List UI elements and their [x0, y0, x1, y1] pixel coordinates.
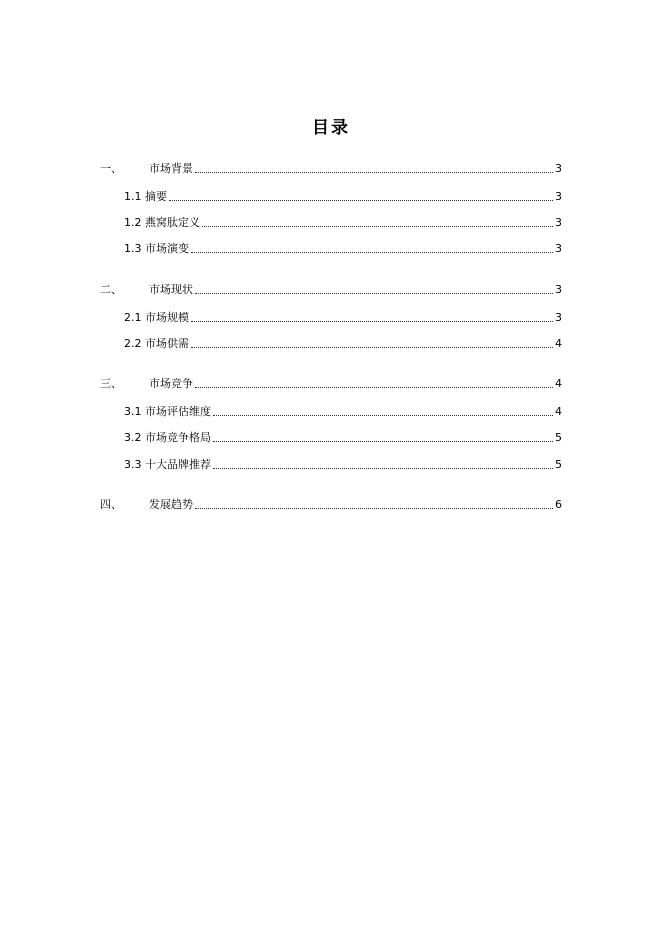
entry-title: 1.2 燕窝肽定义 [124, 216, 200, 229]
dot-leader [213, 414, 553, 416]
page-number: 4 [555, 337, 562, 350]
dot-leader [202, 225, 553, 227]
page-number: 3 [555, 283, 562, 296]
entry-title: 市场背景 [149, 162, 193, 175]
page-number: 5 [555, 431, 562, 444]
toc-entry-development-trends[interactable] [100, 496, 562, 512]
page-number: 3 [555, 216, 562, 229]
toc-entry-market-competition[interactable] [100, 375, 562, 391]
entry-title: 2.2 市场供需 [124, 337, 189, 350]
dot-leader [191, 320, 553, 322]
entry-title: 2.1 市场规模 [124, 311, 189, 324]
entry-title: 市场竞争 [149, 377, 193, 390]
dot-leader [169, 199, 553, 201]
dot-leader [213, 467, 553, 469]
page-number: 4 [555, 377, 562, 390]
toc-title: 目录 [312, 118, 350, 138]
page-number: 3 [555, 190, 562, 203]
entry-title: 1.1 摘要 [124, 190, 167, 203]
entry-title: 市场现状 [149, 283, 193, 296]
page-number: 3 [555, 311, 562, 324]
entry-title: 1.3 市场演变 [124, 242, 189, 255]
page-number: 3 [555, 242, 562, 255]
section-number: 三、 [100, 377, 122, 390]
dot-leader [195, 386, 553, 388]
dot-leader [191, 346, 553, 348]
page-number: 5 [555, 458, 562, 471]
section-number: 一、 [100, 162, 122, 175]
toc-entry-summary[interactable] [124, 188, 562, 204]
page-number: 6 [555, 498, 562, 511]
entry-title: 发展趋势 [149, 498, 193, 511]
dot-leader [213, 440, 553, 442]
entry-title: 3.2 市场竞争格局 [124, 431, 211, 444]
entry-title: 3.3 十大品牌推荐 [124, 458, 211, 471]
dot-leader [195, 292, 553, 294]
toc-entry-definition[interactable] [124, 214, 562, 230]
entry-title: 3.1 市场评估维度 [124, 405, 211, 418]
page-number: 3 [555, 162, 562, 175]
page-number: 4 [555, 405, 562, 418]
dot-leader [191, 251, 553, 253]
toc-entry-market-background[interactable] [100, 160, 562, 176]
toc-entry-evaluation-dimensions[interactable] [124, 403, 562, 419]
toc-entry-top-ten-brands[interactable] [124, 456, 562, 472]
toc-entry-market-size[interactable] [124, 309, 562, 325]
toc-entry-supply-demand[interactable] [124, 335, 562, 351]
section-number: 四、 [100, 498, 122, 511]
toc-entry-competition-landscape[interactable] [124, 429, 562, 445]
dot-leader [195, 171, 553, 173]
dot-leader [195, 507, 553, 509]
toc-entry-market-status[interactable] [100, 281, 562, 297]
section-number: 二、 [100, 283, 122, 296]
toc-entry-market-evolution[interactable] [124, 240, 562, 256]
